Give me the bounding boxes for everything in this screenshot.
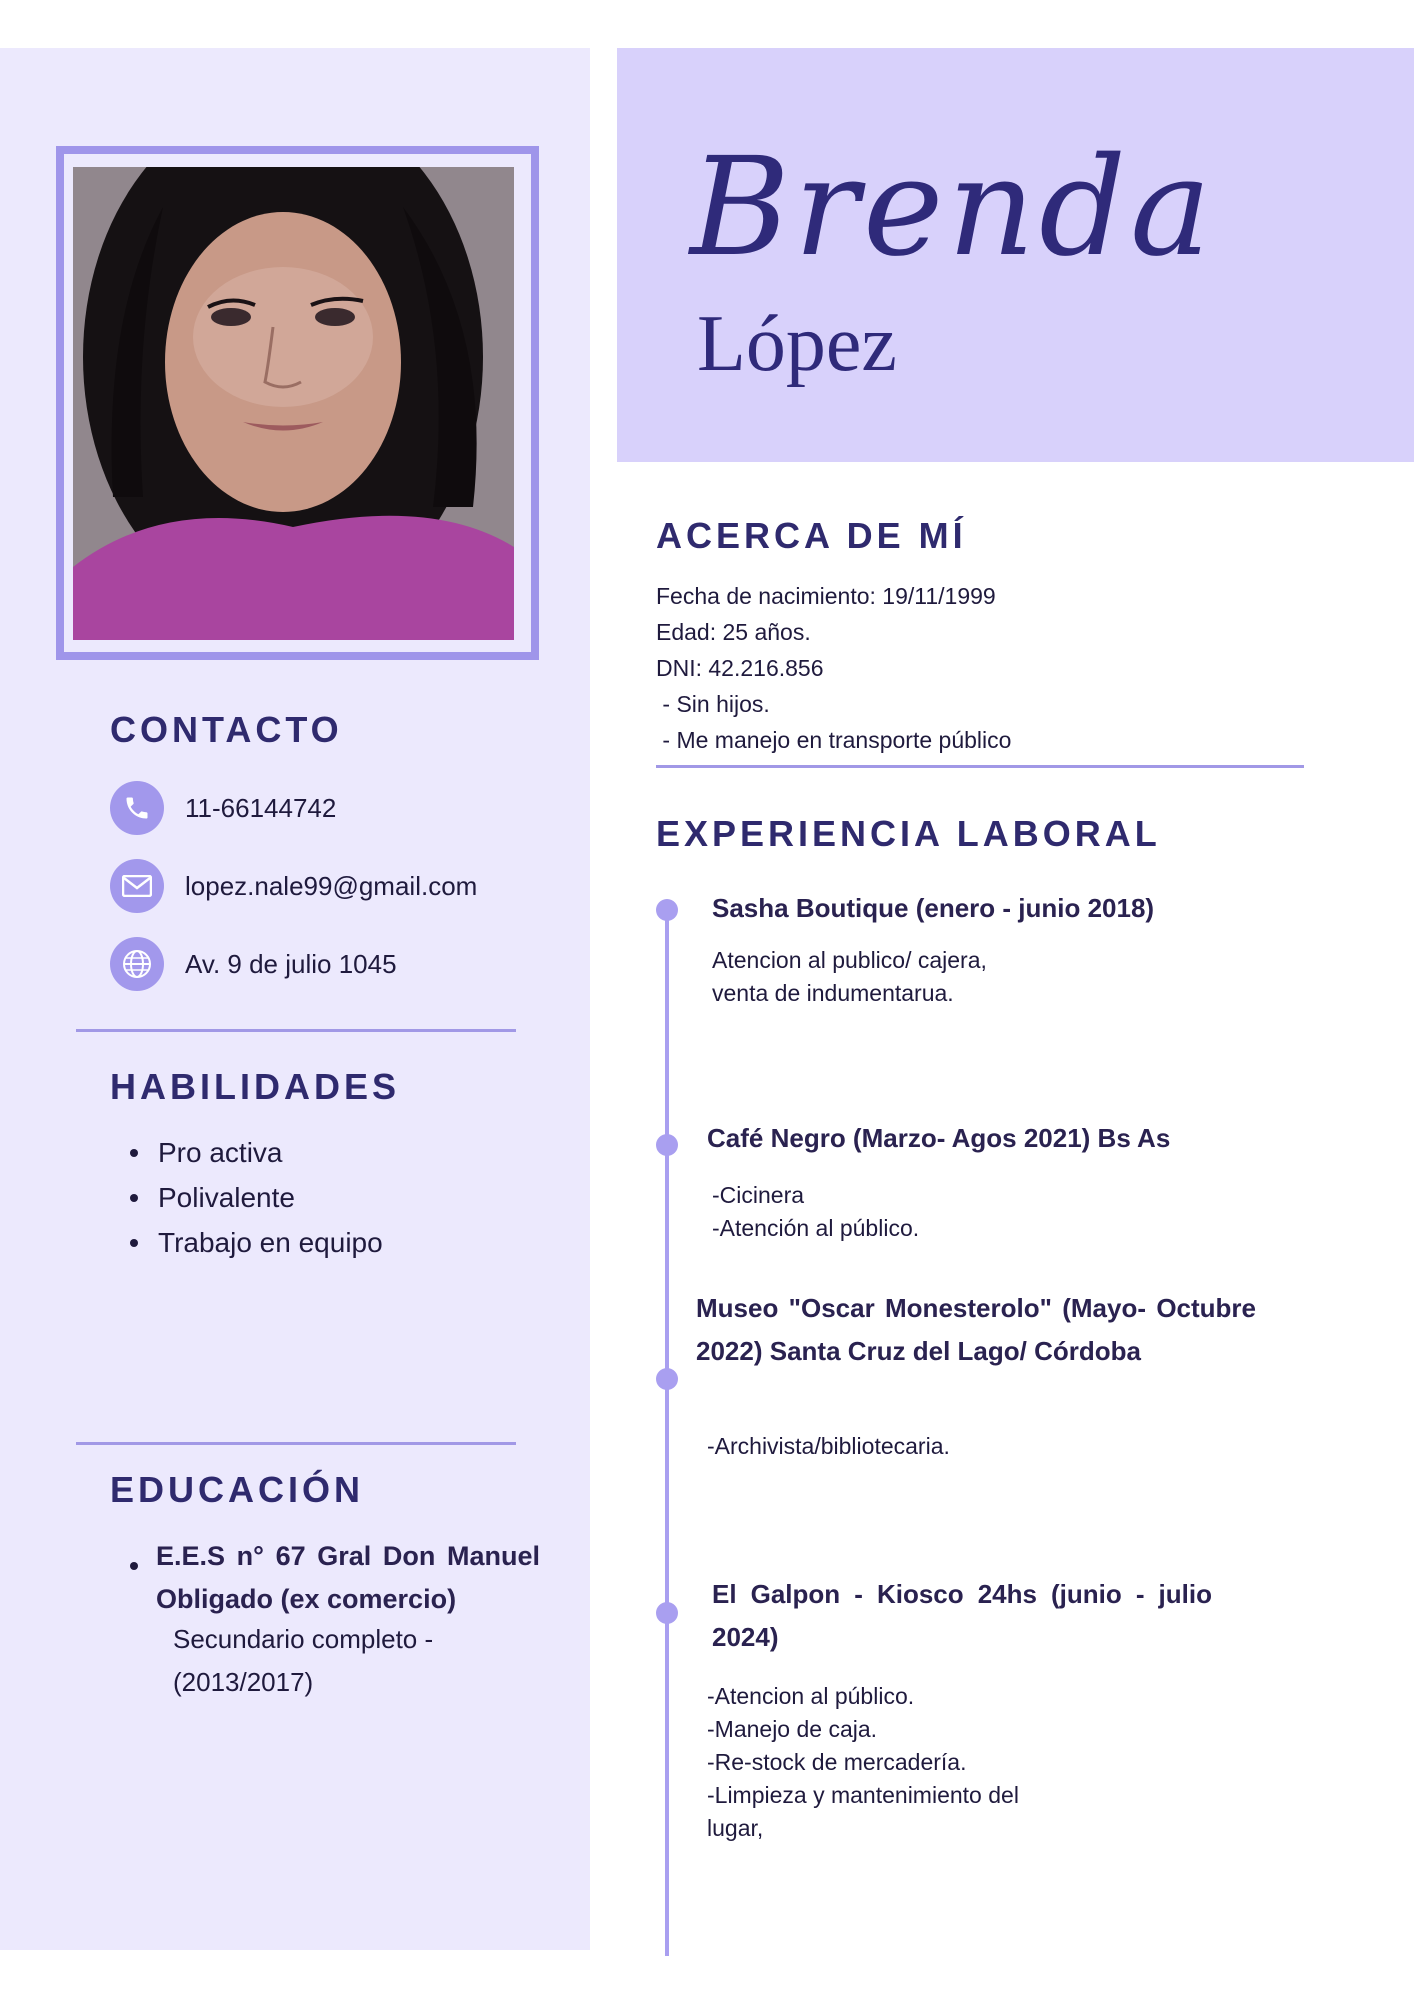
timeline-dot xyxy=(656,1368,678,1390)
skills-list xyxy=(110,1130,383,1265)
education-detail-line: (2013/2017) xyxy=(173,1667,314,1697)
address: Av. 9 de julio 1045 xyxy=(185,949,397,979)
timeline-dot xyxy=(656,1134,678,1156)
education-school: E.E.S n° 67 Gral Don Manuel Obligado (ex comercio) xyxy=(156,1541,540,1614)
job-title: Museo "Oscar Monesterolo" (Mayo- Octubre 2022) Santa Cruz del Lago/ Córdoba xyxy=(696,1293,1256,1366)
about-divider xyxy=(656,765,1304,768)
about-line: - Sin hijos. xyxy=(656,691,770,717)
phone-number[interactable]: 11-66144742 xyxy=(185,793,337,823)
experience-heading: EXPERIENCIA LABORAL xyxy=(656,813,1161,854)
job-description xyxy=(712,1179,1132,1245)
education-detail xyxy=(173,1618,493,1704)
job-description-line: lugar, xyxy=(707,1815,764,1841)
skill-item: Polivalente xyxy=(110,1175,383,1220)
education-detail-line: Secundario completo - xyxy=(173,1624,434,1654)
about-text xyxy=(656,578,1076,758)
last-name: López xyxy=(697,300,897,388)
skills-heading: HABILIDADES xyxy=(110,1066,401,1107)
skills-divider xyxy=(76,1442,516,1445)
job-description-line: venta de indumentarua. xyxy=(712,980,954,1006)
about-heading: ACERCA DE MÍ xyxy=(656,515,967,556)
education-heading: EDUCACIÓN xyxy=(110,1469,365,1510)
contact-heading: CONTACTO xyxy=(110,709,343,750)
about-line: Edad: 25 años. xyxy=(656,619,811,645)
job-description-line: -Atencion al público. xyxy=(707,1683,915,1709)
timeline-line xyxy=(665,910,669,1956)
email-address[interactable]: lopez.nale99@gmail.com xyxy=(185,871,478,901)
job-description-line: -Cicinera xyxy=(712,1182,805,1208)
skill-item: Trabajo en equipo xyxy=(110,1220,383,1265)
education-bullet xyxy=(130,1562,138,1570)
job-description xyxy=(707,1680,1127,1845)
job-description-line: -Archivista/bibliotecaria. xyxy=(707,1433,950,1459)
job-description xyxy=(712,944,1132,1010)
skill-item: Pro activa xyxy=(110,1130,383,1175)
about-line: - Me manejo en transporte público xyxy=(656,727,1012,753)
job-description-line: -Manejo de caja. xyxy=(707,1716,878,1742)
phone-icon xyxy=(110,781,164,835)
job-description-line: -Atención al público. xyxy=(712,1215,920,1241)
job-title: El Galpon - Kiosco 24hs (junio - julio 2024) xyxy=(712,1579,1212,1652)
timeline-dot xyxy=(656,1602,678,1624)
contact-divider xyxy=(76,1029,516,1032)
first-name: Brenda xyxy=(690,129,1216,287)
job-title: Café Negro (Marzo- Agos 2021) Bs As xyxy=(707,1123,1171,1153)
job-description-line: -Limpieza y mantenimiento del xyxy=(707,1782,1019,1808)
mail-icon xyxy=(110,859,164,913)
job-description xyxy=(707,1430,1127,1463)
about-line: Fecha de nacimiento: 19/11/1999 xyxy=(656,583,996,609)
job-description-line: Atencion al publico/ cajera, xyxy=(712,947,987,973)
job-description-line: -Re-stock de mercadería. xyxy=(707,1749,967,1775)
job-title: Sasha Boutique (enero - junio 2018) xyxy=(712,893,1155,923)
timeline-dot xyxy=(656,899,678,921)
about-line: DNI: 42.216.856 xyxy=(656,655,824,681)
globe-icon xyxy=(110,937,164,991)
profile-photo xyxy=(73,167,514,640)
